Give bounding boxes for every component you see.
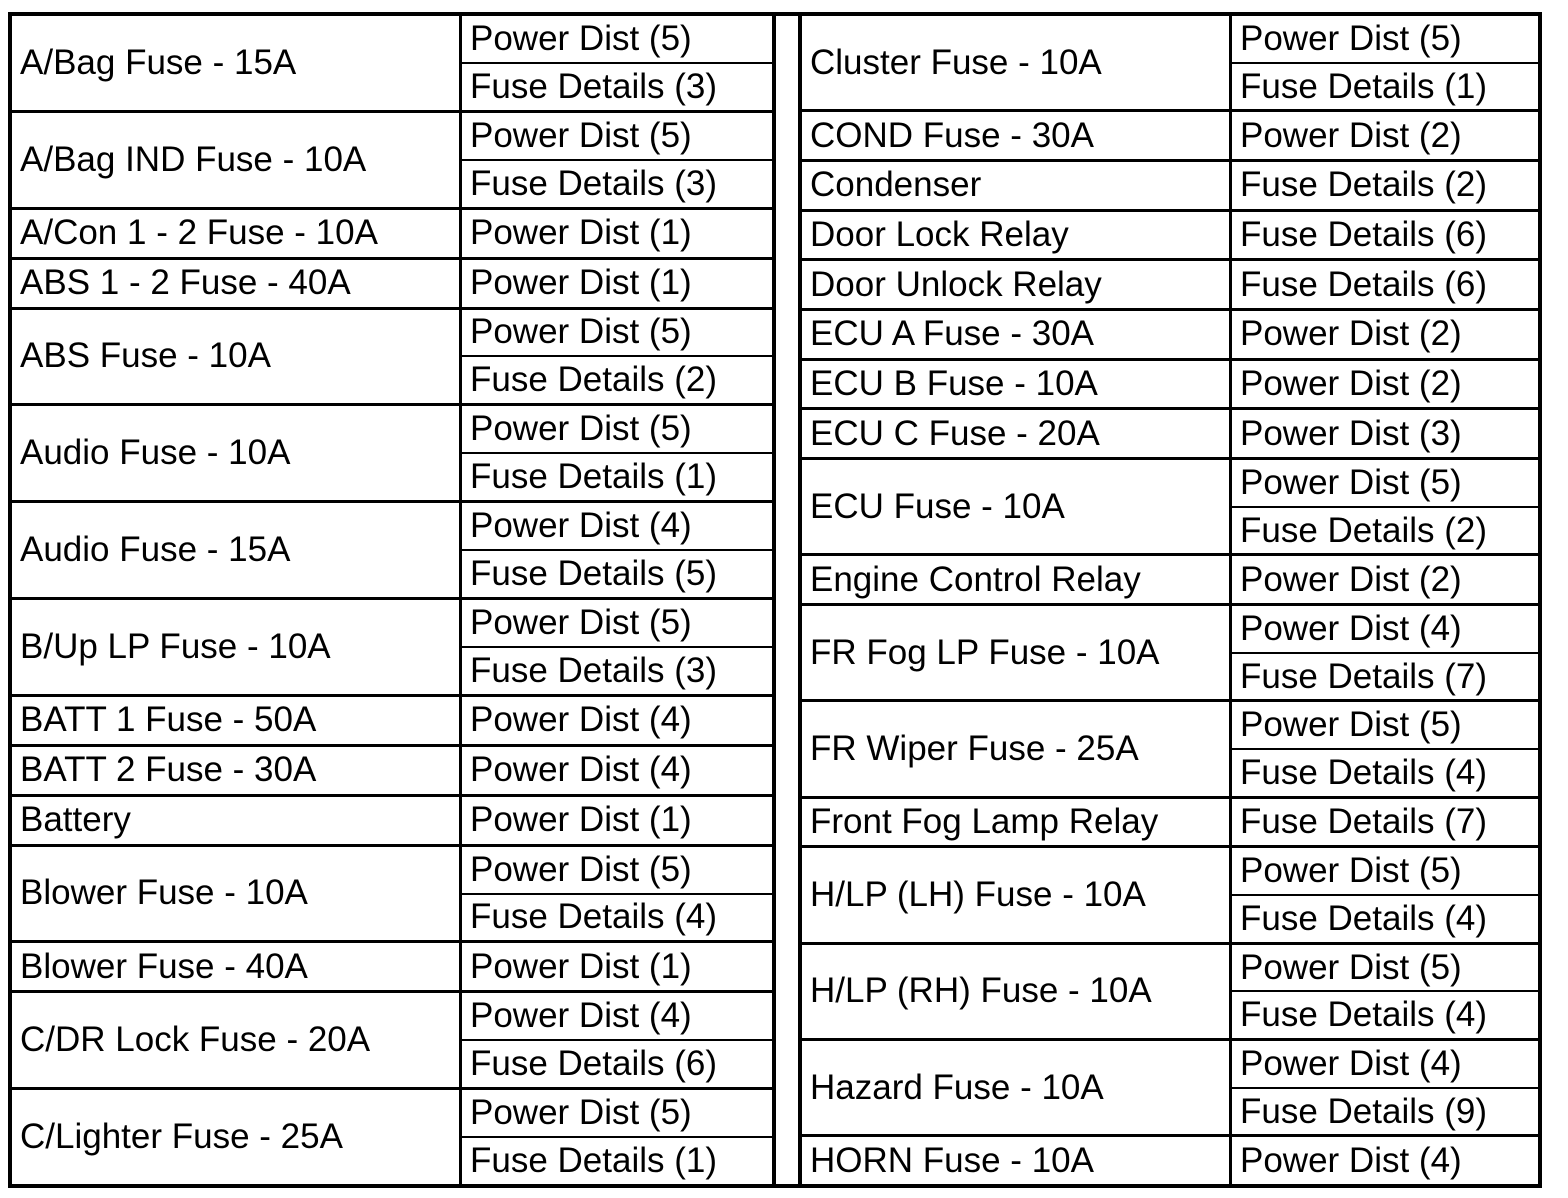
- page-reference-link[interactable]: Power Dist (5): [462, 600, 772, 648]
- reference-list: [462, 943, 772, 990]
- component-entry: [12, 847, 772, 944]
- component-entry: [802, 702, 1542, 798]
- page-reference-link[interactable]: Power Dist (5): [462, 113, 772, 161]
- component-name: ECU Fuse - 10A: [802, 460, 1232, 553]
- page-reference-link[interactable]: Power Dist (4): [1232, 606, 1542, 654]
- page-reference-link[interactable]: Power Dist (4): [462, 503, 772, 551]
- reference-list: [1232, 460, 1542, 553]
- reference-list: [462, 210, 772, 257]
- component-name: ECU A Fuse - 30A: [802, 311, 1232, 358]
- page-reference-link[interactable]: Power Dist (2): [1240, 314, 1462, 354]
- component-entry: [12, 113, 772, 210]
- component-entry: [802, 410, 1542, 460]
- page-reference-link[interactable]: Power Dist (2): [1240, 364, 1462, 404]
- page-reference-link[interactable]: Fuse Details (6): [1240, 264, 1488, 304]
- page-reference-link[interactable]: Power Dist (4): [470, 750, 692, 790]
- reference-list: [462, 260, 772, 307]
- component-entry: [12, 210, 772, 260]
- component-name: ECU B Fuse - 10A: [802, 361, 1232, 408]
- component-name: Blower Fuse - 10A: [12, 847, 462, 941]
- page-reference-link[interactable]: Fuse Details (9): [1240, 1091, 1488, 1131]
- reference-list: [1232, 16, 1542, 109]
- component-name: Front Fog Lamp Relay: [802, 799, 1232, 846]
- page-reference-link[interactable]: Fuse Details (1): [470, 1141, 718, 1181]
- page-reference-link[interactable]: Fuse Details (4): [1240, 898, 1488, 938]
- reference-list: [1232, 799, 1542, 846]
- page-reference-link[interactable]: Power Dist (1): [470, 946, 692, 986]
- reference-list: [1232, 1041, 1542, 1134]
- component-name: COND Fuse - 30A: [802, 112, 1232, 159]
- component-entry: [802, 556, 1542, 606]
- page-reference-link[interactable]: Fuse Details (2): [1240, 165, 1488, 205]
- component-name: ABS Fuse - 10A: [12, 310, 462, 404]
- component-name: Hazard Fuse - 10A: [802, 1041, 1232, 1134]
- component-name: A/Bag Fuse - 15A: [12, 16, 462, 110]
- page-reference-link[interactable]: Power Dist (5): [1232, 16, 1542, 64]
- component-entry: [12, 260, 772, 310]
- component-name: H/LP (RH) Fuse - 10A: [802, 945, 1232, 1038]
- page-reference-link[interactable]: Fuse Details (2): [1240, 510, 1488, 550]
- component-entry: [12, 747, 772, 797]
- fuse-index-table: [8, 12, 1542, 1188]
- page-reference-link[interactable]: Power Dist (5): [1232, 945, 1542, 993]
- component-name: ABS 1 - 2 Fuse - 40A: [12, 260, 462, 307]
- page-reference-link[interactable]: Power Dist (5): [1232, 848, 1542, 896]
- reference-list: [1232, 606, 1542, 699]
- component-name: Door Lock Relay: [802, 212, 1232, 259]
- component-name: B/Up LP Fuse - 10A: [12, 600, 462, 694]
- reference-list: [1232, 1137, 1542, 1184]
- reference-list: [1232, 311, 1542, 358]
- component-name: C/DR Lock Fuse - 20A: [12, 993, 462, 1087]
- page-reference-link[interactable]: Fuse Details (7): [1240, 656, 1488, 696]
- component-name: FR Fog LP Fuse - 10A: [802, 606, 1232, 699]
- page-reference-link[interactable]: Fuse Details (4): [1240, 752, 1488, 792]
- component-name: A/Con 1 - 2 Fuse - 10A: [12, 210, 462, 257]
- component-entry: [802, 799, 1542, 849]
- page-reference-link[interactable]: Power Dist (5): [462, 310, 772, 358]
- component-entry: [802, 311, 1542, 361]
- component-entry: [802, 945, 1542, 1041]
- component-entry: [802, 1041, 1542, 1137]
- reference-list: [462, 993, 772, 1087]
- component-entry: [802, 460, 1542, 556]
- page-reference-link[interactable]: Power Dist (2): [1240, 115, 1462, 155]
- reference-list: [462, 503, 772, 597]
- reference-list: [462, 1090, 772, 1184]
- page-reference-link[interactable]: Fuse Details (4): [1240, 995, 1488, 1035]
- component-entry: [12, 310, 772, 407]
- component-name: Audio Fuse - 15A: [12, 503, 462, 597]
- reference-list: [1232, 261, 1542, 308]
- component-name: FR Wiper Fuse - 25A: [802, 702, 1232, 795]
- page-reference-link[interactable]: Power Dist (2): [1240, 559, 1462, 599]
- component-entry: [12, 797, 772, 847]
- page-reference-link[interactable]: Fuse Details (5): [470, 554, 718, 594]
- component-name: Engine Control Relay: [802, 556, 1232, 603]
- component-name: HORN Fuse - 10A: [802, 1137, 1232, 1184]
- page-reference-link[interactable]: Power Dist (4): [1232, 1041, 1542, 1089]
- reference-list: [1232, 848, 1542, 941]
- page-reference-link[interactable]: Power Dist (4): [462, 993, 772, 1041]
- reference-list: [462, 113, 772, 207]
- page-reference-link[interactable]: Fuse Details (1): [1240, 66, 1488, 106]
- page-reference-link[interactable]: Power Dist (5): [1232, 460, 1542, 508]
- page-reference-link[interactable]: Power Dist (5): [462, 406, 772, 454]
- page-reference-link[interactable]: Power Dist (4): [1240, 1140, 1462, 1180]
- page-reference-link[interactable]: Fuse Details (4): [470, 897, 718, 937]
- component-name: BATT 1 Fuse - 50A: [12, 697, 462, 744]
- reference-list: [1232, 212, 1542, 259]
- component-entry: [802, 606, 1542, 702]
- component-entry: [802, 16, 1542, 112]
- right-column: [802, 16, 1542, 1184]
- component-name: Audio Fuse - 10A: [12, 406, 462, 500]
- page-reference-link[interactable]: Fuse Details (7): [1240, 802, 1488, 842]
- page-reference-link[interactable]: Power Dist (1): [470, 800, 692, 840]
- reference-list: [1232, 410, 1542, 457]
- component-entry: [802, 1137, 1542, 1184]
- component-name: A/Bag IND Fuse - 10A: [12, 113, 462, 207]
- component-entry: [802, 261, 1542, 311]
- reference-list: [462, 406, 772, 500]
- reference-list: [1232, 945, 1542, 1038]
- component-name: Cluster Fuse - 10A: [802, 16, 1232, 109]
- reference-list: [1232, 162, 1542, 209]
- reference-list: [462, 310, 772, 404]
- component-name: Door Unlock Relay: [802, 261, 1232, 308]
- reference-list: [462, 747, 772, 794]
- reference-list: [1232, 556, 1542, 603]
- component-entry: [802, 162, 1542, 212]
- page-reference-link[interactable]: Fuse Details (3): [470, 650, 718, 690]
- page-reference-link[interactable]: Fuse Details (6): [470, 1044, 718, 1084]
- reference-list: [462, 600, 772, 694]
- column-separator: [772, 16, 802, 1184]
- component-entry: [12, 406, 772, 503]
- component-entry: [802, 212, 1542, 262]
- page-reference-link[interactable]: Power Dist (3): [1240, 413, 1462, 453]
- page-reference-link[interactable]: Fuse Details (2): [470, 360, 718, 400]
- page-reference-link[interactable]: Power Dist (1): [470, 263, 692, 303]
- component-entry: [12, 697, 772, 747]
- reference-list: [462, 847, 772, 941]
- component-name: Battery: [12, 797, 462, 844]
- page-reference-link[interactable]: Fuse Details (1): [470, 457, 718, 497]
- component-entry: [802, 112, 1542, 162]
- component-entry: [802, 848, 1542, 944]
- page-reference-link[interactable]: Fuse Details (6): [1240, 215, 1488, 254]
- component-entry: [12, 1090, 772, 1184]
- component-name: ECU C Fuse - 20A: [802, 410, 1232, 457]
- page-reference-link[interactable]: Fuse Details (3): [470, 66, 718, 106]
- component-name: Condenser: [802, 162, 1232, 209]
- reference-list: [462, 697, 772, 744]
- reference-list: [462, 797, 772, 844]
- page-reference-link[interactable]: Power Dist (5): [1232, 702, 1542, 750]
- component-entry: [12, 16, 772, 113]
- component-entry: [12, 943, 772, 993]
- reference-list: [462, 16, 772, 110]
- component-name: BATT 2 Fuse - 30A: [12, 747, 462, 794]
- page-reference-link[interactable]: Power Dist (5): [462, 16, 772, 64]
- component-name: Blower Fuse - 40A: [12, 943, 462, 990]
- component-entry: [12, 600, 772, 697]
- component-entry: [12, 993, 772, 1090]
- component-name: C/Lighter Fuse - 25A: [12, 1090, 462, 1184]
- page-reference-link[interactable]: Power Dist (4): [470, 700, 692, 740]
- reference-list: [1232, 702, 1542, 795]
- page-reference-link[interactable]: Fuse Details (3): [470, 163, 718, 203]
- page-reference-link[interactable]: Power Dist (5): [462, 1090, 772, 1138]
- page-reference-link[interactable]: Power Dist (1): [470, 213, 692, 253]
- page-reference-link[interactable]: Power Dist (5): [462, 847, 772, 895]
- left-column: [12, 16, 772, 1184]
- reference-list: [1232, 112, 1542, 159]
- component-entry: [12, 503, 772, 600]
- reference-list: [1232, 361, 1542, 408]
- component-entry: [802, 361, 1542, 411]
- component-name: H/LP (LH) Fuse - 10A: [802, 848, 1232, 941]
